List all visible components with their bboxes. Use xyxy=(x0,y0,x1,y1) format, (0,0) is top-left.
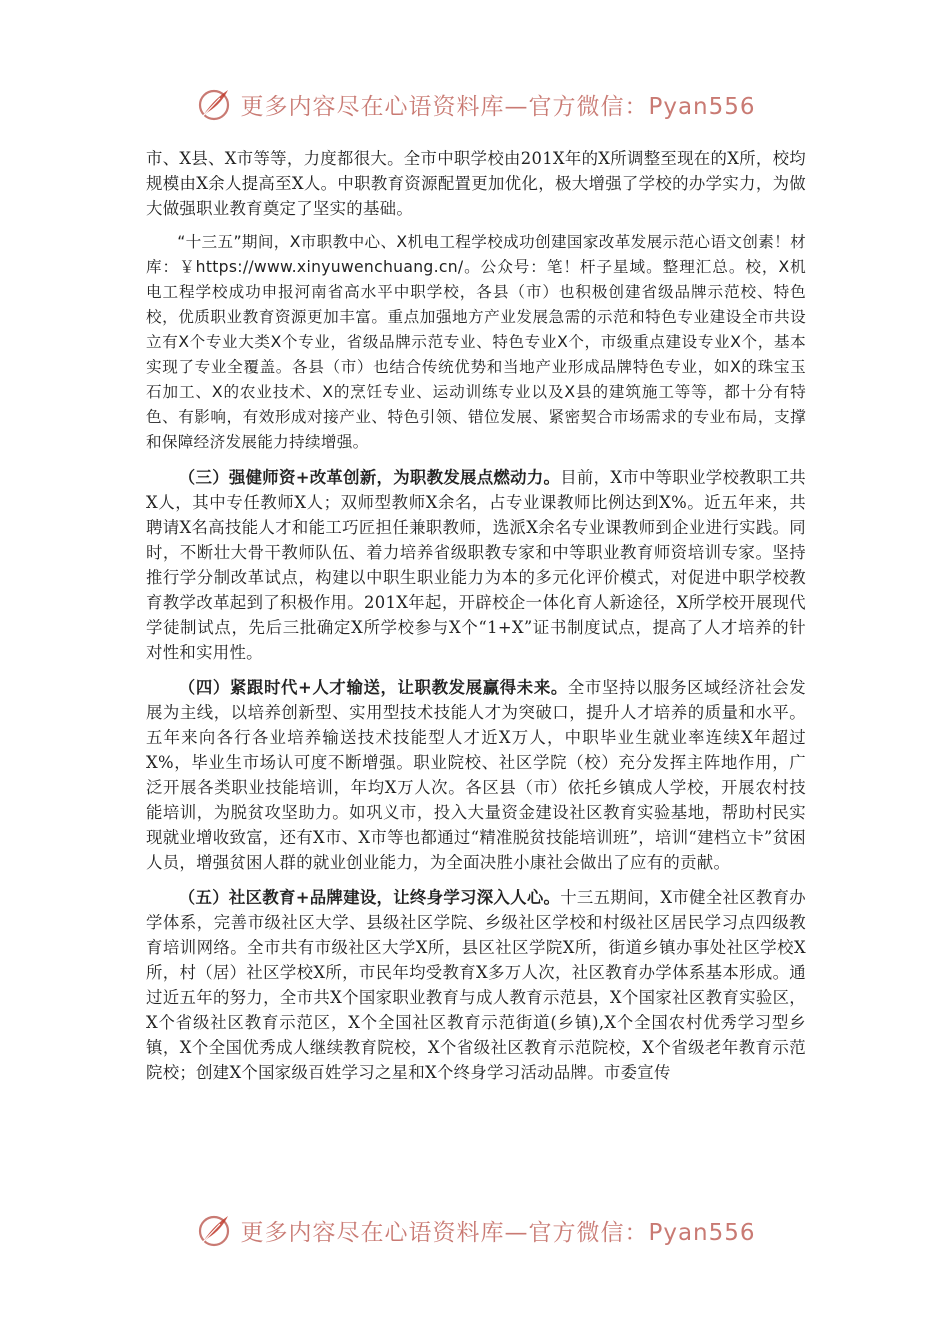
banner-text: 更多内容尽在心语资料库—官方微信：Pyan556 xyxy=(240,1219,756,1246)
paragraph-1: 市、X县、X市等等，力度都很大。全市中职学校由201X年的X所调整至现在的X所，校均规模由X余人提高至X人。中职教育资源配置更加优化，极大增强了学校的办学实力，为做大做强职业教育奠定了坚实的基础。 xyxy=(146,149,806,218)
paragraph-2: “十三五”期间，X市职教中心、X机电工程学校成功创建国家改革发展示范心语文创素！材库：￥https://www.xinyuwenchuang.cn/。公众号：笔！杆子星域。整理汇总。校，X机电工程学校成功申报河南省高水平中职学校，各县（市）也积极创建省级品牌示范校、特色校，优质职业教育资源更加丰富。重点加强地方产业发展急需的示范和特色专业建设全市共设立有X个专业大类X个专业，省级品牌示范专业、特色专业X个，市级重点建设专业X个，基本实现了专业全覆盖。各县（市）也结合传统优势和当地产业形成品牌特色专业，如X的珠宝玉石加工、X的农业技术、X的烹饪专业、运动训练专业以及X县的建筑施工等等，都十分有特色、有影响，有效形成对接产业、特色引领、错位发展、紧密契合市场需求的专业布局，支撑和保障经济发展能力持续增强。 xyxy=(146,233,806,451)
paragraph-3 xyxy=(146,465,806,665)
banner-text: 更多内容尽在心语资料库—官方微信：Pyan556 xyxy=(240,93,756,120)
feather-pen-logo-icon xyxy=(194,84,234,124)
section-heading-5: （五）社区教育+品牌建设，让终身学习深入人心。 xyxy=(178,888,561,907)
header-banner xyxy=(0,82,950,126)
document-body xyxy=(146,146,806,1085)
section-heading-3: （三）强健师资+改革创新，为职教发展点燃动力。 xyxy=(178,468,561,487)
paragraph-3-text: 目前，X市中等职业学校教职工共X人，其中专任教师X人；双师型教师X余名，占专业课教师比例达到X%。近五年来，共聘请X名高技能人才和能工巧匠担任兼职教师，选派X余名专业课教师到企业进行实践。同时，不断壮大骨干教师队伍、着力培养省级职教专家和中等职业教育师资培训专家。坚持推行学分制改革试点，构建以中职生职业能力为本的多元化评价模式，对促进中职学校教育教学改革起到了积极作用。201X年起，开辟校企一体化育人新途径，X所学校开展现代学徒制试点，先后三批确定X所学校参与X个“1+X”证书制度试点，提高了人才培养的针对性和实用性。 xyxy=(146,468,806,662)
paragraph-5 xyxy=(146,885,806,1085)
footer-banner xyxy=(0,1208,950,1252)
section-heading-4: （四）紧跟时代+人才输送，让职教发展赢得未来。 xyxy=(178,678,568,697)
paragraph-4 xyxy=(146,675,806,875)
paragraph-5-text: 十三五期间，X市健全社区教育办学体系，完善市级社区大学、县级社区学院、乡级社区学校和村级社区居民学习点四级教育培训网络。全市共有市级社区大学X所，县区社区学院X所，街道乡镇办事处社区学校X所，村（居）社区学校X所，市民年均受教育X多万人次，社区教育办学体系基本形成。通过近五年的努力，全市共X个国家职业教育与成人教育示范县，X个国家社区教育实验区，X个省级社区教育示范区，X个全国社区教育示范街道(乡镇),X个全国农村优秀学习型乡镇，X个全国优秀成人继续教育院校，X个省级社区教育示范院校，X个省级老年教育示范院校；创建X个国家级百姓学习之星和X个终身学习活动品牌。市委宣传 xyxy=(146,888,806,1082)
feather-pen-logo-icon xyxy=(194,1210,234,1250)
paragraph-4-text: 全市坚持以服务区域经济社会发展为主线，以培养创新型、实用型技术技能人才为突破口，提升人才培养的质量和水平。五年来向各行各业培养输送技术技能型人才近X万人，中职毕业生就业率连续X年超过X%，毕业生市场认可度不断增强。职业院校、社区学院（校）充分发挥主阵地作用，广泛开展各类职业技能培训，年均X万人次。各区县（市）依托乡镇成人学校，开展农村技能培训，为脱贫攻坚助力。如巩义市，投入大量资金建设社区教育实验基地，帮助村民实现就业增收致富，还有X市、X市等也都通过“精准脱贫技能培训班”，培训“建档立卡”贫困人员，增强贫困人群的就业创业能力，为全面决胜小康社会做出了应有的贡献。 xyxy=(146,678,806,872)
